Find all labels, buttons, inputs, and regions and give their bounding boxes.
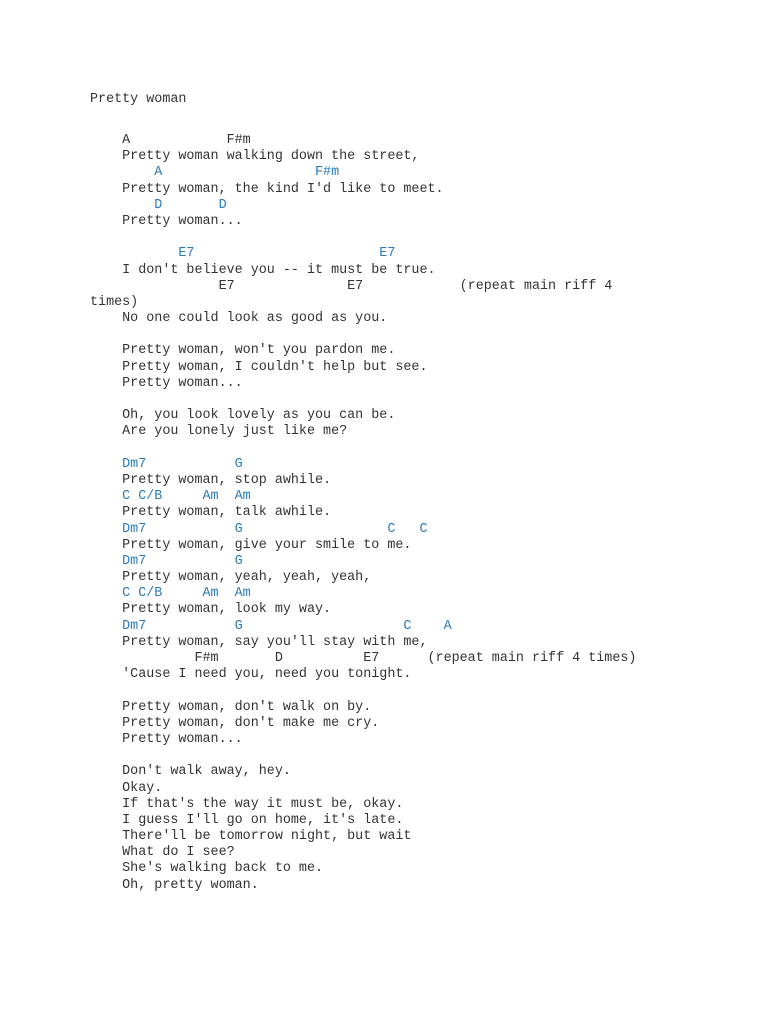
title-spacer [90,110,750,133]
chord-line: F#m D E7 (repeat main riff 4 times) [90,651,637,666]
lyric-line: If that's the way it must be, okay. [90,796,404,812]
chord-line: C C/B Am Am [90,586,251,602]
blank-line [90,683,750,699]
lyric-line: Don't walk away, hey. [90,764,291,780]
lyric-line: Are you lonely just like me? [90,424,348,440]
lyric-line: Pretty woman, look my way. [90,602,332,618]
blank-line [90,392,750,408]
lyric-line: No one could look as good as you. [90,311,388,327]
chord-line: Dm7 G C C [90,521,428,537]
lyric-line: Pretty woman... [90,375,243,391]
lyric-line: Okay. [90,780,163,796]
lyric-line: Pretty woman, yeah, yeah, yeah, [90,570,372,586]
lyric-line: Oh, pretty woman. [90,877,259,893]
lyric-line: Oh, you look lovely as you can be. [90,408,396,424]
song-lines [90,133,750,894]
lyric-line: I don't believe you -- it must be true. [90,262,436,278]
lyric-line: Pretty woman, talk awhile. [90,505,332,521]
song-sheet [90,90,750,894]
lyric-line: times) [90,294,139,310]
lyric-line: What do I see? [90,845,235,861]
blank-line [90,230,750,246]
lyric-line: Pretty woman, I couldn't help but see. [90,359,428,375]
chord-line: C C/B Am Am [90,489,251,505]
lyric-line: Pretty woman, don't walk on by. [90,699,372,715]
chord-line: E7 E7 (repeat main riff 4 [90,278,613,294]
chord-line: A F#m [90,165,340,181]
chord-line: A F#m [90,133,251,148]
lyric-line: 'Cause I need you, need you tonight. [90,667,412,683]
lyric-line: Pretty woman, stop awhile. [90,472,332,488]
chord-line: Dm7 G [90,456,243,472]
lyric-line: Pretty woman, won't you pardon me. [90,343,396,359]
chord-line: E7 E7 [90,246,396,262]
chord-line: Dm7 G [90,553,243,569]
lyric-line: She's walking back to me. [90,861,324,877]
chord-line: D D [90,197,227,213]
blank-line [90,748,750,764]
lyric-line: Pretty woman, say you'll stay with me, [90,634,428,650]
blank-line [90,327,750,343]
lyric-line: Pretty woman, give your smile to me. [90,537,412,553]
song-title: Pretty woman [90,92,187,107]
lyric-line: Pretty woman, don't make me cry. [90,715,380,731]
lyric-line: Pretty woman, the kind I'd like to meet. [90,181,444,197]
lyric-line: Pretty woman... [90,213,243,229]
lyric-line: There'll be tomorrow night, but wait [90,829,412,845]
lyric-line: I guess I'll go on home, it's late. [90,812,404,828]
lyric-line: Pretty woman... [90,731,243,747]
blank-line [90,441,750,457]
chord-line: Dm7 G C A [90,618,452,634]
lyric-line: Pretty woman walking down the street, [90,149,420,165]
